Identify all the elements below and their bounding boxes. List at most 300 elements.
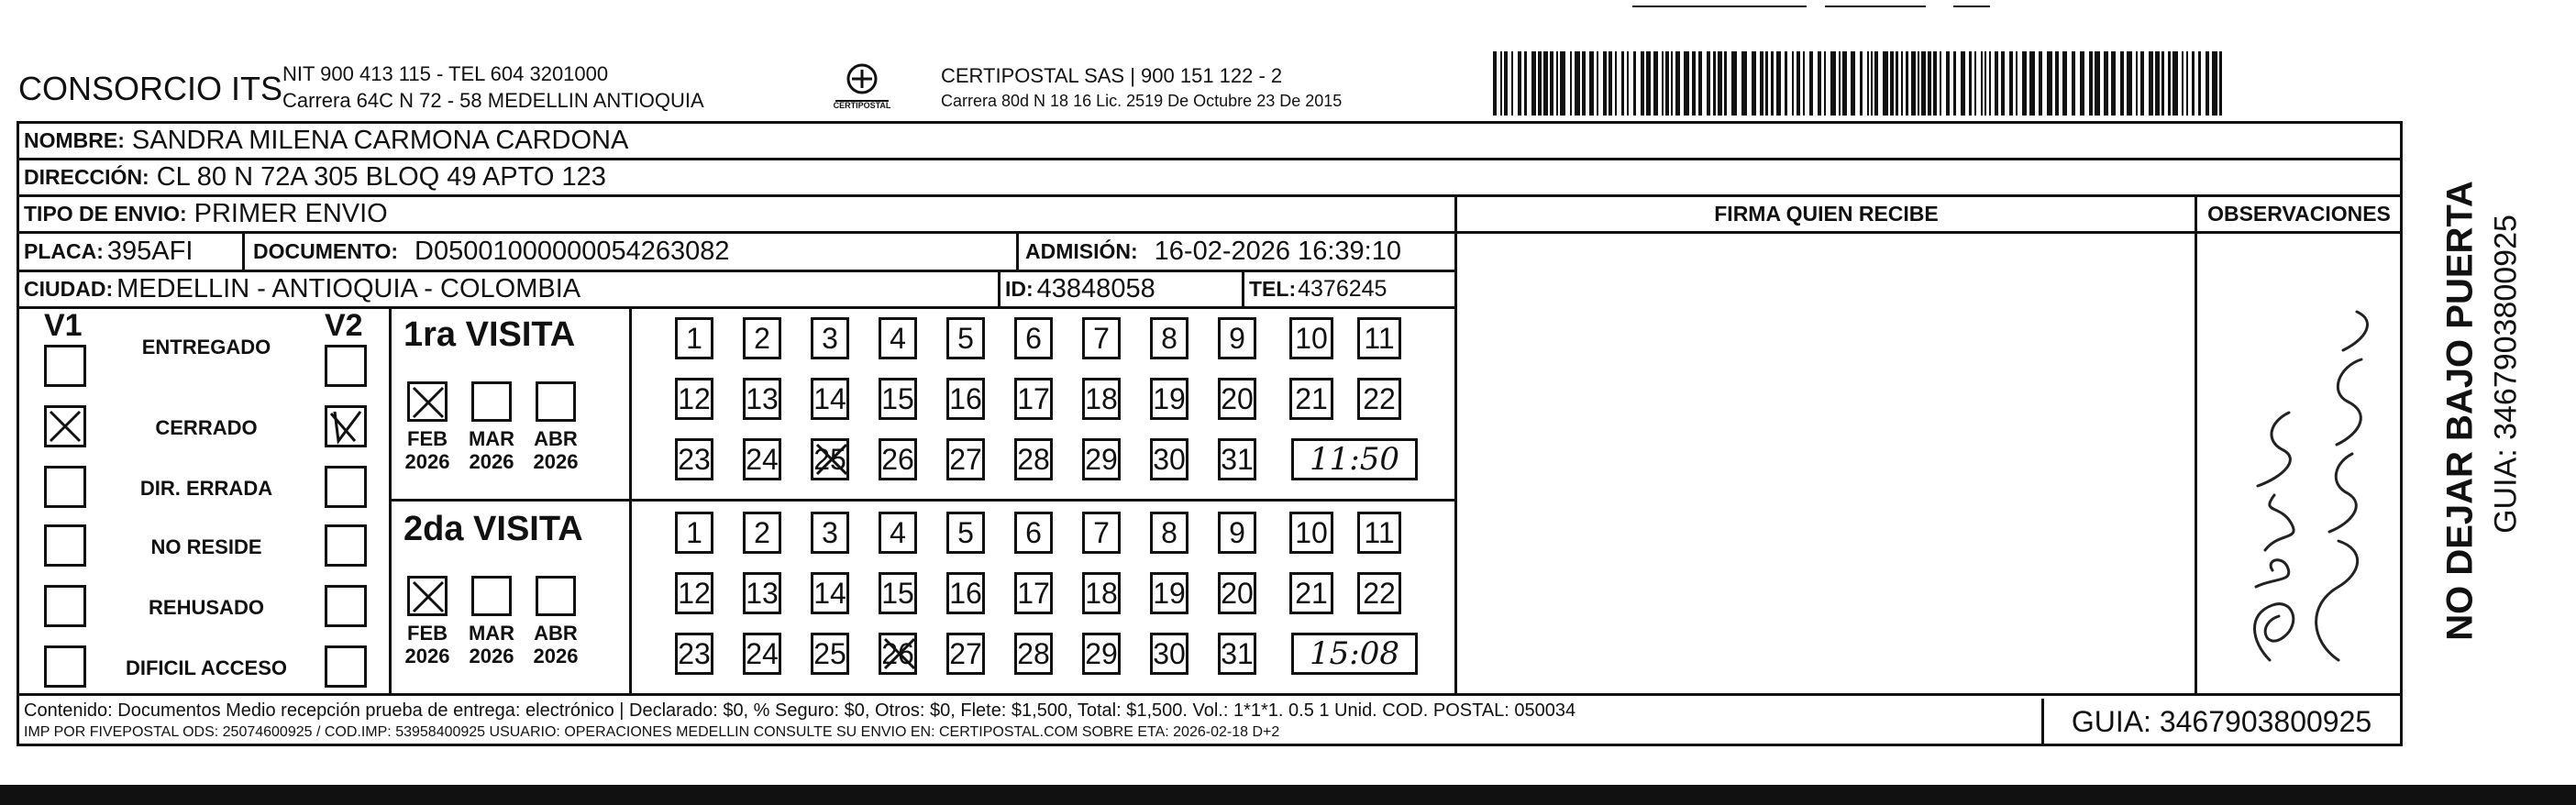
- barcode-bar: [1818, 51, 1821, 116]
- barcode-bar: [1809, 51, 1813, 116]
- v1-checkbox[interactable]: [44, 585, 86, 627]
- month-checkbox[interactable]: [407, 576, 448, 616]
- barcode-bar: [1765, 51, 1768, 116]
- day-box[interactable]: [1218, 378, 1256, 420]
- tel-cell: [1249, 271, 1387, 306]
- barcode-bar: [1646, 51, 1651, 116]
- column-line: [1016, 231, 1019, 271]
- day-number: 18: [1085, 577, 1118, 610]
- barcode-bar: [2212, 51, 2217, 116]
- day-box[interactable]: [879, 633, 917, 675]
- day-box[interactable]: [1357, 572, 1401, 614]
- day-box[interactable]: [743, 378, 781, 420]
- day-box[interactable]: [1082, 633, 1121, 675]
- day-box[interactable]: [1014, 572, 1053, 614]
- day-box[interactable]: [1082, 512, 1121, 554]
- month-checkbox[interactable]: [471, 381, 512, 422]
- row-line: [17, 306, 1456, 309]
- barcode-bar: [1776, 51, 1781, 116]
- signature-area[interactable]: [1458, 235, 2192, 693]
- barcode-bar: [1641, 51, 1644, 116]
- visit-title: 2da VISITA: [404, 510, 583, 548]
- city-value: MEDELLIN - ANTIOQUIA - COLOMBIA: [116, 273, 581, 303]
- barcode: [1493, 51, 2222, 116]
- barcode-bar: [2136, 51, 2138, 116]
- barcode-bar: [2016, 51, 2018, 116]
- day-number: 22: [1363, 577, 1396, 610]
- barcode-bar: [2140, 51, 2144, 116]
- day-number: 17: [1017, 577, 1050, 610]
- day-number: 24: [746, 637, 779, 670]
- barcode-bar: [2072, 51, 2075, 116]
- status-reason-label: REHUSADO: [149, 596, 264, 619]
- v2-checkbox[interactable]: [325, 585, 367, 627]
- month-label: [526, 622, 585, 668]
- column-line: [2400, 194, 2403, 695]
- day-number: 16: [949, 577, 982, 610]
- day-box[interactable]: [1014, 317, 1053, 359]
- barcode-bar: [1633, 51, 1636, 116]
- day-box[interactable]: [811, 317, 849, 359]
- day-box[interactable]: [1082, 438, 1121, 480]
- barcode-bar: [1615, 51, 1617, 116]
- row-line: [389, 499, 1456, 502]
- barcode-bar: [2055, 51, 2059, 116]
- day-number: 21: [1295, 577, 1328, 610]
- day-box[interactable]: [675, 378, 713, 420]
- day-number: 20: [1221, 382, 1254, 415]
- carrier-license: Carrera 80d N 18 16 Lic. 2519 De Octubre 23 De 2015: [941, 92, 1343, 110]
- day-box[interactable]: [1357, 378, 1401, 420]
- barcode-bar: [2161, 51, 2164, 116]
- day-box[interactable]: [879, 512, 917, 554]
- footer-guide-box: [2041, 699, 2399, 744]
- barcode-bar: [2080, 51, 2084, 116]
- day-box[interactable]: [743, 512, 781, 554]
- top-mark-line: [1953, 6, 1990, 7]
- barcode-bar: [1597, 51, 1598, 116]
- barcode-bar: [1940, 51, 1941, 116]
- day-box[interactable]: [743, 633, 781, 675]
- barcode-bar: [1543, 51, 1548, 116]
- day-box[interactable]: [1357, 512, 1401, 554]
- signature-header: [1458, 196, 2195, 231]
- handwritten-signature-icon: [2201, 275, 2398, 688]
- day-box[interactable]: [946, 438, 985, 480]
- barcode-bar: [1860, 51, 1863, 116]
- barcode-bar: [1946, 51, 1950, 116]
- name-label: NOMBRE:: [24, 127, 125, 152]
- month-name: FEB: [407, 622, 448, 645]
- barcode-bar: [1906, 51, 1908, 116]
- day-number: 14: [813, 577, 846, 610]
- month-label: [398, 622, 457, 668]
- day-box[interactable]: [1289, 572, 1333, 614]
- barcode-bar: [2062, 51, 2067, 116]
- barcode-bar: [1518, 51, 1521, 116]
- barcode-bar: [1627, 51, 1629, 116]
- barcode-bar: [2095, 51, 2100, 116]
- month-checkbox[interactable]: [536, 576, 576, 616]
- barcode-bar: [1504, 51, 1508, 116]
- barcode-bar: [2120, 51, 2124, 116]
- month-year: 2026: [533, 645, 579, 668]
- shipment-type-label: TIPO DE ENVIO:: [24, 201, 187, 226]
- day-number: 15: [881, 382, 914, 415]
- barcode-bar: [1718, 51, 1722, 116]
- barcode-bar: [1961, 51, 1965, 116]
- top-mark-line: [1632, 6, 1807, 7]
- v1-checkbox[interactable]: [44, 645, 86, 688]
- barcode-bar: [1842, 51, 1847, 116]
- day-number: 4: [890, 322, 906, 355]
- month-year: 2026: [469, 450, 514, 474]
- shipment-type-row: [24, 196, 388, 231]
- day-number: 15: [881, 577, 914, 610]
- day-number: 13: [746, 577, 779, 610]
- barcode-bar: [1589, 51, 1594, 116]
- barcode-bar: [1493, 51, 1497, 116]
- barcode-bar: [1824, 51, 1826, 116]
- day-box[interactable]: [1150, 317, 1188, 359]
- barcode-bar: [1713, 51, 1716, 116]
- barcode-bar: [1500, 51, 1502, 116]
- barcode-bar: [1871, 51, 1873, 116]
- day-number: 26: [881, 637, 914, 670]
- name-value: SANDRA MILENA CARMONA CARDONA: [131, 125, 629, 155]
- barcode-bar: [1692, 51, 1696, 116]
- day-box[interactable]: [1082, 317, 1121, 359]
- month-year: 2026: [533, 450, 579, 474]
- day-box[interactable]: [811, 512, 849, 554]
- day-box[interactable]: [1218, 572, 1256, 614]
- barcode-bar: [1867, 51, 1869, 116]
- day-number: 11: [1364, 516, 1395, 549]
- top-mark-line: [1825, 6, 1926, 7]
- day-box[interactable]: [743, 438, 781, 480]
- v2-checkbox[interactable]: [325, 466, 367, 508]
- day-box[interactable]: [1218, 438, 1256, 480]
- x-mark-icon: [47, 408, 83, 445]
- shipment-type-value: PRIMER ENVIO: [193, 198, 388, 228]
- v1-header: V1: [44, 308, 83, 343]
- footer-imp-line: IMP POR FIVEPOSTAL ODS: 25074600925 / COD.IMP: 53958400925 USUARIO: OPERACIONES MEDELLIN CONSULTE SU ENVIO EN: CERTIPOSTAL.COM SOBRE ETA: 2026-02-18 D+2: [24, 724, 1280, 740]
- month-checkbox[interactable]: [471, 576, 512, 616]
- day-box[interactable]: [879, 572, 917, 614]
- day-box[interactable]: [1289, 378, 1333, 420]
- day-box[interactable]: [946, 378, 985, 420]
- column-line: [242, 231, 245, 271]
- day-number: 24: [746, 443, 779, 476]
- barcode-bar: [1741, 51, 1747, 116]
- signature-header-text: FIRMA QUIEN RECIBE: [1714, 201, 1939, 226]
- day-box[interactable]: [1218, 512, 1256, 554]
- admission-label: ADMISIÓN:: [1025, 238, 1138, 263]
- status-reason-label: ENTREGADO: [141, 336, 271, 358]
- day-box[interactable]: [1357, 317, 1401, 359]
- frame-left-line: [17, 121, 19, 746]
- barcode-bar: [1896, 51, 1898, 116]
- barcode-bar: [1839, 51, 1841, 116]
- barcode-bar: [1911, 51, 1916, 116]
- visit-time: 15:08: [1310, 635, 1399, 672]
- v2-checkbox[interactable]: [325, 345, 367, 387]
- barcode-bar: [1556, 51, 1558, 116]
- barcode-bar: [2149, 51, 2153, 116]
- day-box[interactable]: [1289, 512, 1333, 554]
- barcode-bar: [1731, 51, 1737, 116]
- month-year: 2026: [469, 645, 514, 668]
- day-box[interactable]: [946, 512, 985, 554]
- barcode-bar: [1981, 51, 1983, 116]
- footer-content-line: Contenido: Documentos Medio recepción prueba de entrega: electrónico | Declarado: $0, % Seguro: $0, Otros: $0, Flete: $1,500, Total: $1,500. Vol.: 1*1*1. 0.5 1 Unid. COD. POSTAL: 050034: [24, 700, 1576, 721]
- day-number: 5: [957, 322, 974, 355]
- id-cell: [1005, 271, 1155, 306]
- column-line: [998, 270, 1001, 308]
- sender-nit: NIT 900 413 115 - TEL 604 3201000: [282, 62, 609, 85]
- day-number: 9: [1229, 322, 1245, 355]
- day-box[interactable]: [1014, 438, 1053, 480]
- day-number: 10: [1295, 322, 1328, 355]
- month-checkbox[interactable]: [407, 381, 448, 422]
- day-box[interactable]: [946, 572, 985, 614]
- barcode-bar: [1665, 51, 1669, 116]
- day-box[interactable]: [1082, 572, 1121, 614]
- barcode-bar: [2168, 51, 2171, 116]
- column-line: [1242, 270, 1244, 308]
- day-number: 23: [678, 443, 711, 476]
- month-year: 2026: [404, 645, 450, 668]
- v1-checkbox[interactable]: [44, 345, 86, 387]
- day-box[interactable]: [1150, 633, 1188, 675]
- day-number: 8: [1161, 516, 1177, 549]
- barcode-bar: [1609, 51, 1612, 116]
- visit-time-box[interactable]: [1291, 438, 1418, 480]
- document-cell: [253, 233, 730, 270]
- day-number: 27: [949, 443, 982, 476]
- status-reason-label: DIFICIL ACCESO: [125, 656, 287, 679]
- sender-name: CONSORCIO ITS: [18, 70, 283, 107]
- day-number: 10: [1295, 516, 1328, 549]
- barcode-bar: [1524, 51, 1527, 116]
- barcode-bar: [1671, 51, 1673, 116]
- day-box[interactable]: [1014, 633, 1053, 675]
- status-reason-label: NO RESIDE: [150, 535, 262, 558]
- checkmark-icon: [327, 408, 364, 445]
- tel-label: TEL:: [1249, 276, 1297, 301]
- day-box[interactable]: [1150, 438, 1188, 480]
- x-mark-icon: [410, 579, 447, 615]
- barcode-bar: [1953, 51, 1956, 116]
- day-box[interactable]: [879, 438, 917, 480]
- day-number: 12: [678, 382, 711, 415]
- v1-checkbox[interactable]: [44, 405, 86, 447]
- day-box[interactable]: [1014, 378, 1053, 420]
- barcode-bar: [2029, 51, 2035, 116]
- day-box[interactable]: [675, 438, 713, 480]
- barcode-bar: [1621, 51, 1624, 116]
- day-number: 28: [1017, 637, 1050, 670]
- day-box[interactable]: [879, 317, 917, 359]
- day-number: 30: [1153, 443, 1186, 476]
- certipostal-logo-icon: [830, 61, 894, 116]
- month-name: ABR: [534, 622, 578, 645]
- day-box[interactable]: [743, 317, 781, 359]
- barcode-bar: [1969, 51, 1972, 116]
- name-row: [24, 123, 628, 158]
- barcode-bar: [1653, 51, 1658, 116]
- barcode-bar: [1538, 51, 1542, 116]
- v1-checkbox[interactable]: [44, 524, 86, 567]
- day-box[interactable]: [1082, 378, 1121, 420]
- plate-value: 395AFI: [106, 236, 193, 266]
- day-box[interactable]: [1150, 572, 1188, 614]
- day-number: 17: [1017, 382, 1050, 415]
- document-value: D05001000000054263082: [415, 236, 730, 266]
- month-year: 2026: [404, 450, 450, 474]
- barcode-bar: [1582, 51, 1586, 116]
- day-box[interactable]: [879, 378, 917, 420]
- day-box[interactable]: [1218, 633, 1256, 675]
- month-checkbox[interactable]: [536, 381, 576, 422]
- day-number: 1: [686, 322, 702, 355]
- day-number: 19: [1153, 382, 1186, 415]
- barcode-bar: [1575, 51, 1580, 116]
- day-number: 6: [1025, 322, 1042, 355]
- day-number: 30: [1153, 637, 1186, 670]
- day-number: 4: [890, 516, 906, 549]
- month-name: ABR: [534, 427, 578, 450]
- day-number: 11: [1364, 322, 1395, 355]
- footer-guide-text: GUIA: 3467903800925: [2071, 704, 2372, 738]
- day-number: 1: [686, 516, 702, 549]
- barcode-bar: [1560, 51, 1565, 116]
- barcode-bar: [2111, 51, 2116, 116]
- day-number: 25: [813, 637, 846, 670]
- day-number: 7: [1093, 516, 1110, 549]
- barcode-bar: [1918, 51, 1919, 116]
- barcode-bar: [2155, 51, 2160, 116]
- side-guide: GUIA: 3467903800925: [2488, 215, 2524, 534]
- day-box[interactable]: [946, 633, 985, 675]
- barcode-bar: [2198, 51, 2201, 116]
- barcode-bar: [1603, 51, 1607, 116]
- document-label: DOCUMENTO:: [253, 238, 399, 263]
- day-number: 16: [949, 382, 982, 415]
- day-number: 26: [881, 443, 914, 476]
- month-label: [462, 427, 521, 474]
- city-cell: [24, 271, 580, 306]
- barcode-bar: [2089, 51, 2093, 116]
- day-number: 14: [813, 382, 846, 415]
- plate-cell: [24, 233, 193, 270]
- v2-checkbox[interactable]: [325, 405, 367, 447]
- day-box[interactable]: [811, 572, 849, 614]
- day-box[interactable]: [1150, 512, 1188, 554]
- day-box[interactable]: [811, 438, 849, 480]
- day-box[interactable]: [743, 572, 781, 614]
- barcode-bar: [2001, 51, 2005, 116]
- barcode-bar: [1928, 51, 1931, 116]
- barcode-bar: [1851, 51, 1855, 116]
- v1-checkbox[interactable]: [44, 466, 86, 508]
- barcode-bar: [2219, 51, 2222, 116]
- v2-checkbox[interactable]: [325, 645, 367, 688]
- address-value: CL 80 N 72A 305 BLOQ 49 APTO 123: [156, 161, 606, 192]
- day-box[interactable]: [1289, 317, 1333, 359]
- day-box[interactable]: [811, 633, 849, 675]
- day-box[interactable]: [1218, 317, 1256, 359]
- barcode-bar: [1675, 51, 1680, 116]
- x-mark-icon: [813, 441, 850, 478]
- day-box[interactable]: [675, 572, 713, 614]
- day-number: 21: [1295, 382, 1328, 415]
- plate-label: PLACA:: [24, 238, 104, 263]
- month-label: [398, 427, 457, 474]
- month-name: MAR: [468, 622, 515, 645]
- day-number: 29: [1085, 637, 1118, 670]
- visit-title: 1ra VISITA: [404, 315, 576, 354]
- city-label: CIUDAD:: [24, 276, 114, 301]
- day-box[interactable]: [1150, 378, 1188, 420]
- visit-time-box[interactable]: [1291, 633, 1418, 675]
- v2-checkbox[interactable]: [325, 524, 367, 567]
- barcode-bar: [1921, 51, 1926, 116]
- day-number: 27: [949, 637, 982, 670]
- x-mark-icon: [881, 635, 918, 672]
- day-box[interactable]: [675, 512, 713, 554]
- barcode-bar: [2206, 51, 2209, 116]
- admission-cell: [1025, 233, 1401, 270]
- barcode-bar: [1792, 51, 1794, 116]
- barcode-bar: [1570, 51, 1572, 116]
- day-number: 9: [1229, 516, 1245, 549]
- address-label: DIRECCIÓN:: [24, 164, 149, 189]
- day-number: 22: [1363, 382, 1396, 415]
- barcode-bar: [1752, 51, 1756, 116]
- day-number: 25: [813, 443, 846, 476]
- day-number: 12: [678, 577, 711, 610]
- row-line: [17, 693, 1456, 696]
- month-label: [462, 622, 521, 668]
- day-box[interactable]: [811, 378, 849, 420]
- day-box[interactable]: [1014, 512, 1053, 554]
- day-number: 20: [1221, 577, 1254, 610]
- day-number: 7: [1093, 322, 1110, 355]
- id-value: 43848058: [1036, 273, 1155, 303]
- carrier-name: CERTIPOSTAL SAS | 900 151 122 - 2: [941, 64, 1283, 87]
- day-box[interactable]: [675, 317, 713, 359]
- barcode-bar: [1974, 51, 1976, 116]
- day-box[interactable]: [946, 317, 985, 359]
- column-line: [2195, 194, 2197, 695]
- barcode-bar: [1830, 51, 1836, 116]
- x-mark-icon: [410, 384, 447, 421]
- day-number: 31: [1221, 637, 1254, 670]
- month-name: MAR: [468, 427, 515, 450]
- barcode-bar: [1531, 51, 1536, 116]
- barcode-bar: [1933, 51, 1937, 116]
- barcode-bar: [2022, 51, 2027, 116]
- day-box[interactable]: [675, 633, 713, 675]
- admission-value: 16-02-2026 16:39:10: [1154, 236, 1401, 266]
- month-name: FEB: [407, 427, 448, 450]
- day-number: 19: [1153, 577, 1186, 610]
- barcode-bar: [2104, 51, 2108, 116]
- barcode-bar: [1890, 51, 1894, 116]
- barcode-bar: [1662, 51, 1664, 116]
- barcode-bar: [1550, 51, 1553, 116]
